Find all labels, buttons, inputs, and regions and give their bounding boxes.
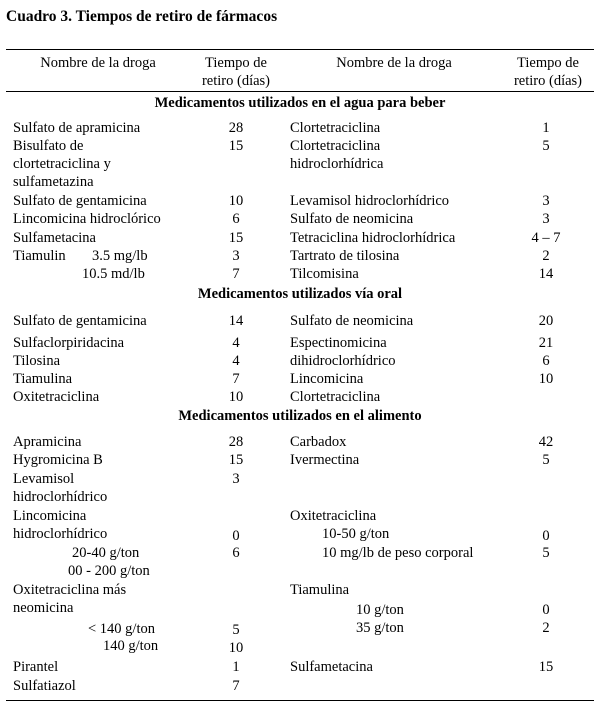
withdrawal-days: 5: [542, 138, 550, 154]
drug-name: Ivermectina: [290, 452, 360, 468]
drug-dosage: < 140 g/ton: [88, 621, 155, 637]
drug-name: Clortetraciclina: [290, 120, 381, 136]
withdrawal-days: 15: [228, 230, 244, 246]
section-heading-oral: Medicamentos utilizados vía oral: [197, 286, 403, 302]
drug-name: Carbadox: [290, 434, 347, 450]
drug-name: Tiamulina: [290, 582, 350, 598]
drug-name: Sulfatiazol: [13, 678, 76, 694]
withdrawal-days: 0: [542, 528, 550, 544]
withdrawal-days: 15: [538, 659, 554, 675]
drug-name: Oxitetraciclina: [13, 389, 100, 405]
withdrawal-days: 6: [232, 545, 240, 561]
drug-dosage: 10 g/ton: [356, 602, 404, 618]
withdrawal-days: 21: [538, 335, 554, 351]
header-withdrawal-left-1: Tiempo de: [205, 55, 267, 71]
header-withdrawal-right-2: retiro (días): [513, 73, 583, 89]
drug-name: dihidroclorhídrico: [290, 353, 396, 369]
withdrawal-days: 3: [542, 211, 550, 227]
drug-name: Tilcomisina: [290, 266, 359, 282]
withdrawal-days: 1: [542, 120, 550, 136]
drug-dosage: 20-40 g/ton: [72, 545, 140, 561]
table-title: Cuadro 3. Tiempos de retiro de fármacos: [6, 8, 278, 25]
withdrawal-days: 6: [542, 353, 550, 369]
withdrawal-days: 7: [232, 266, 240, 282]
drug-name: hidroclorhídrico: [13, 489, 108, 505]
withdrawal-days: 6: [232, 211, 240, 227]
withdrawal-days: 14: [228, 313, 244, 329]
drug-name: Apramicina: [13, 434, 82, 450]
drug-dosage: 10-50 g/ton: [322, 526, 390, 542]
drug-dosage: 00 - 200 g/ton: [68, 563, 150, 579]
top-rule: [6, 49, 594, 50]
header-drug-name-left: Nombre de la droga: [40, 55, 156, 71]
drug-name: Tiamulin: [13, 248, 66, 264]
section-heading-water: Medicamentos utilizados en el agua para beber: [154, 95, 446, 111]
withdrawal-days: 20: [538, 313, 554, 329]
withdrawal-days: 7: [232, 678, 240, 694]
header-withdrawal-right-1: Tiempo de: [517, 55, 579, 71]
drug-name: Sulfato de gentamicina: [13, 313, 147, 329]
withdrawal-days: 14: [538, 266, 554, 282]
drug-name: Espectinomicina: [290, 335, 387, 351]
drug-name: hidroclorhídrica: [290, 156, 384, 172]
section-heading-feed: Medicamentos utilizados en el alimento: [178, 408, 422, 424]
drug-name: Hygromicina B: [13, 452, 103, 468]
drug-name: neomicina: [13, 600, 74, 616]
bottom-rule: [6, 700, 594, 701]
drug-name: Lincomicina hidroclórico: [13, 211, 161, 227]
withdrawal-days: 10: [228, 193, 244, 209]
drug-name: hidroclorhídrico: [13, 526, 108, 542]
header-withdrawal-left-2: retiro (días): [201, 73, 271, 89]
drug-name: Sulfato de neomicina: [290, 211, 414, 227]
withdrawal-days: 4: [232, 335, 240, 351]
drug-name: clortetraciclina y: [13, 156, 111, 172]
withdrawal-days: 28: [228, 120, 244, 136]
withdrawal-days: 3: [542, 193, 550, 209]
drug-name: Levamisol: [13, 471, 75, 487]
drug-name: Levamisol hidroclorhídrico: [290, 193, 450, 209]
withdrawal-days: 3: [232, 248, 240, 264]
drug-name: Bisulfato de: [13, 138, 84, 154]
withdrawal-days: 10: [228, 389, 244, 405]
drug-name: Sulfato de gentamicina: [13, 193, 147, 209]
drug-name: Pirantel: [13, 659, 59, 675]
withdrawal-days: 2: [542, 248, 550, 264]
drug-name: Sulfato de apramicina: [13, 120, 141, 136]
drug-name: Sulfametacina: [13, 230, 96, 246]
drug-name: Tartrato de tilosina: [290, 248, 400, 264]
withdrawal-days: 5: [232, 622, 240, 638]
drug-name: Tilosina: [13, 353, 61, 369]
withdrawal-days: 28: [228, 434, 244, 450]
drug-dosage: 140 g/ton: [103, 638, 159, 654]
withdrawal-days: 10: [538, 371, 554, 387]
withdrawal-days: 15: [228, 452, 244, 468]
drug-name: Lincomicina: [13, 508, 87, 524]
withdrawal-days: 0: [542, 602, 550, 618]
withdrawal-days: 0: [232, 528, 240, 544]
withdrawal-days: 2: [542, 620, 550, 636]
header-rule: [6, 91, 594, 92]
withdrawal-days: 10: [228, 640, 244, 656]
drug-name: Clortetraciclina: [290, 389, 381, 405]
withdrawal-days: 1: [232, 659, 240, 675]
drug-name: Lincomicina: [290, 371, 364, 387]
drug-name: Sulfaclorpiridacina: [13, 335, 125, 351]
withdrawal-days: 5: [542, 452, 550, 468]
drug-name: Sulfato de neomicina: [290, 313, 414, 329]
drug-name: sulfametazina: [13, 174, 94, 190]
withdrawal-days: 4: [232, 353, 240, 369]
header-drug-name-right: Nombre de la droga: [336, 55, 452, 71]
withdrawal-days: 15: [228, 138, 244, 154]
drug-dosage: 10.5 md/lb: [82, 266, 145, 282]
withdrawal-days: 42: [538, 434, 554, 450]
drug-dosage: 10 mg/lb de peso corporal: [322, 545, 474, 561]
drug-name: Oxitetraciclina más: [13, 582, 127, 598]
drug-dosage: 3.5 mg/lb: [92, 248, 148, 264]
drug-name: Sulfametacina: [290, 659, 373, 675]
withdrawal-days: 4 – 7: [531, 230, 561, 246]
withdrawal-days: 7: [232, 371, 240, 387]
drug-name: Oxitetraciclina: [290, 508, 377, 524]
drug-name: Tiamulina: [13, 371, 73, 387]
withdrawal-days: 3: [232, 471, 240, 487]
drug-name: Clortetraciclina: [290, 138, 381, 154]
drug-dosage: 35 g/ton: [356, 620, 404, 636]
withdrawal-days: 5: [542, 545, 550, 561]
drug-name: Tetraciclina hidroclorhídrica: [290, 230, 456, 246]
